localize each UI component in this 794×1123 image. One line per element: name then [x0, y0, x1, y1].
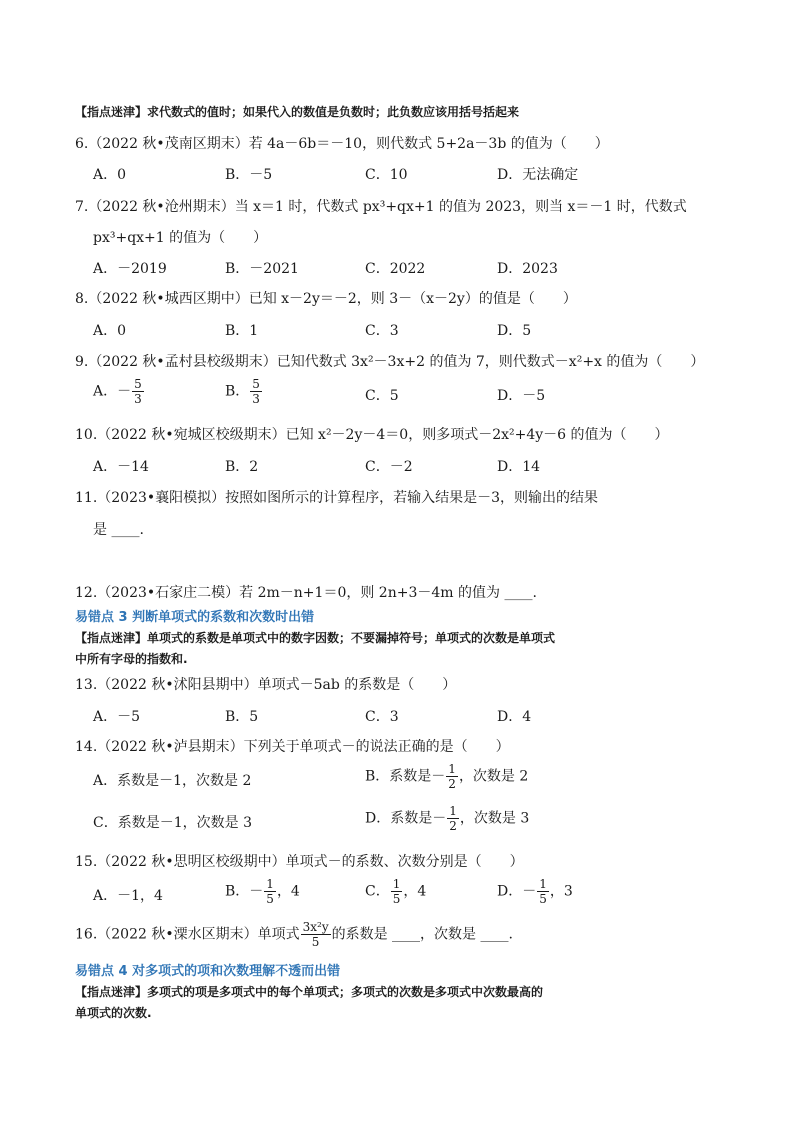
option-c: C．10: [365, 167, 408, 183]
option-a: A．－1，4: [93, 888, 163, 904]
option-d: D．2023: [497, 261, 558, 277]
option-c-tail: ，4: [403, 883, 427, 900]
option-c: C．－2: [365, 459, 413, 475]
option-c: [365, 877, 426, 906]
option-d-tail: ，3: [549, 883, 573, 900]
option-a-label: A．－: [93, 383, 132, 400]
option-b: B．－2021: [225, 261, 299, 277]
option-d: [365, 804, 529, 833]
option-c: C．5: [365, 388, 399, 404]
option-b: B．2: [225, 459, 259, 475]
option-a: A．－14: [93, 459, 149, 475]
option-a: [93, 377, 145, 406]
option-c: C．3: [365, 709, 399, 725]
option-b: [225, 877, 300, 906]
option-c: C．3: [365, 323, 399, 339]
option-a: A．0: [93, 167, 127, 183]
option-b: B．1: [225, 323, 259, 339]
option-c-label: C．: [365, 883, 390, 900]
question-13: 13.（2022 秋•沭阳县期中）单项式－5ab 的系数是（ ）: [75, 677, 457, 693]
option-b: [225, 377, 263, 406]
option-d: D．5: [497, 323, 532, 339]
option-b: B．5: [225, 709, 259, 725]
option-c: C．2022: [365, 261, 426, 277]
question-7-cont: px³+qx+1 的值为（ ）: [93, 230, 268, 246]
question-7: 7.（2022 秋•沧州期末）当 x＝1 时，代数式 px³+qx+1 的值为 2023，则当 x＝－1 时，代数式: [75, 199, 687, 215]
question-16-tail: 的系数是 ____，次数是 ____.: [331, 926, 513, 943]
option-d-tail: ，次数是 3: [459, 810, 530, 827]
question-9: 9.（2022 秋•孟村县校级期末）已知代数式 3x²－3x+2 的值为 7，则代数式－x²+x 的值为（ ）: [75, 354, 705, 370]
question-15: 15.（2022 秋•思明区校级期中）单项式－的系数、次数分别是（ ）: [75, 854, 524, 870]
option-b-label: B．系数是－: [365, 768, 446, 785]
option-d-label: D．系数是－: [365, 810, 447, 827]
fraction: $\frac{5}{3}$: [252, 377, 260, 406]
option-b: [365, 762, 528, 791]
question-6: 6.（2022 秋•茂南区期末）若 4a－6b＝－10，则代数式 5+2a－3b 的值为（ ）: [75, 136, 609, 152]
option-b-label: B．－: [225, 883, 264, 900]
tip-note-cont: 单项式的次数.: [75, 1006, 152, 1020]
section-heading-4: 易错点 4 对多项式的项和次数理解不透而出错: [75, 964, 341, 979]
option-a: A．系数是－1，次数是 2: [93, 773, 252, 789]
question-11: 11.（2023•襄阳模拟）按照如图所示的计算程序，若输入结果是－3，则输出的结果: [75, 490, 599, 506]
option-a: A．－5: [93, 709, 141, 725]
option-b-label: B．: [225, 383, 250, 400]
fraction: $\frac{1}{2}$: [448, 762, 456, 791]
question-12: 12.（2023•石家庄二模）若 2m－n+1＝0，则 2n+3－4m 的值为 ____.: [75, 585, 537, 601]
option-b-tail: ，4: [276, 883, 300, 900]
option-d-label: D．－: [497, 883, 537, 900]
option-a: A．－2019: [93, 261, 167, 277]
question-10: 10.（2022 秋•宛城区校级期末）已知 x²－2y－4＝0，则多项式－2x²+4y－6 的值为（ ）: [75, 427, 669, 443]
question-8: 8.（2022 秋•城西区期中）已知 x－2y＝－2，则 3－（x－2y）的值是（ ）: [75, 291, 577, 307]
fraction: $\frac{\text{3x²y}}{5}$: [302, 920, 329, 949]
fraction: $\frac{1}{2}$: [449, 804, 457, 833]
question-16: [75, 920, 513, 949]
option-d: [497, 877, 573, 906]
fraction: $\frac{5}{3}$: [134, 377, 142, 406]
tip-note: 【指点迷津】多项式的项是多项式中的每个单项式；多项式的次数是多项式中次数最高的: [75, 985, 544, 999]
question-16-text: 16.（2022 秋•溧水区期末）单项式: [75, 926, 300, 943]
option-b-tail: ，次数是 2: [458, 768, 529, 785]
tip-note: 【指点迷津】单项式的系数是单项式中的数字因数；不要漏掉符号；单项式的次数是单项式: [75, 631, 556, 645]
fraction: $\frac{1}{5}$: [392, 877, 401, 906]
tip-note-cont: 中所有字母的指数和.: [75, 652, 188, 666]
option-d: D．－5: [497, 388, 546, 404]
section-heading-3: 易错点 3 判断单项式的系数和次数时出错: [75, 610, 315, 625]
option-b: B．－5: [225, 167, 273, 183]
question-11-cont: 是 ____.: [93, 522, 144, 538]
option-d: D．无法确定: [497, 167, 579, 183]
option-c: C．系数是－1，次数是 3: [93, 815, 252, 831]
option-a: A．0: [93, 323, 127, 339]
option-d: D．14: [497, 459, 541, 475]
option-d: D．4: [497, 709, 532, 725]
fraction: $\frac{1}{5}$: [539, 877, 547, 906]
question-14: 14.（2022 秋•泸县期末）下列关于单项式－的说法正确的是（ ）: [75, 739, 510, 755]
fraction: $\frac{1}{5}$: [266, 877, 274, 906]
tip-note: 【指点迷津】求代数式的值时；如果代入的数值是负数时；此负数应该用括号括起来: [75, 105, 520, 119]
